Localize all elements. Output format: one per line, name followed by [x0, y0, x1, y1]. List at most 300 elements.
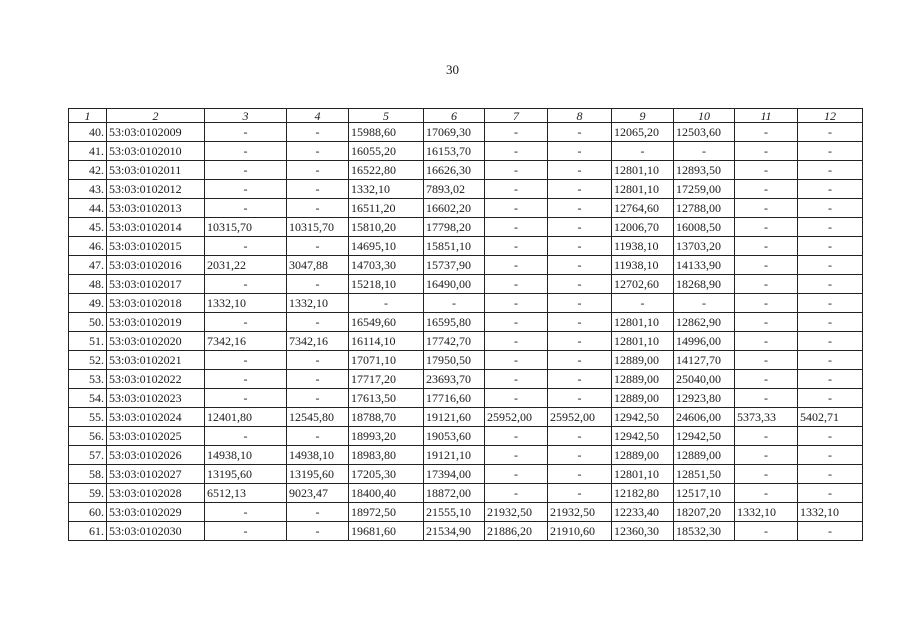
value-cell: - — [205, 389, 287, 408]
value-cell: 12517,10 — [674, 484, 735, 503]
value-cell: - — [287, 123, 349, 142]
value-cell: - — [612, 294, 674, 313]
value-cell: - — [287, 237, 349, 256]
row-index-cell: 57. — [69, 446, 107, 465]
row-index-cell: 47. — [69, 256, 107, 275]
row-index-cell: 44. — [69, 199, 107, 218]
value-cell: - — [735, 370, 798, 389]
value-cell: - — [798, 332, 863, 351]
column-header-6: 6 — [424, 109, 485, 123]
value-cell: 1332,10 — [798, 503, 863, 522]
value-cell: 2031,22 — [205, 256, 287, 275]
value-cell: - — [485, 142, 548, 161]
value-cell: - — [287, 427, 349, 446]
value-cell: 14127,70 — [674, 351, 735, 370]
row-index-cell: 61. — [69, 522, 107, 541]
table-row — [69, 370, 863, 389]
value-cell: 15218,10 — [349, 275, 424, 294]
value-cell: 1332,10 — [205, 294, 287, 313]
value-cell: - — [674, 294, 735, 313]
value-cell: 21910,60 — [548, 522, 612, 541]
table-row — [69, 389, 863, 408]
value-cell: - — [798, 275, 863, 294]
value-cell: 16490,00 — [424, 275, 485, 294]
data-table — [68, 108, 863, 541]
value-cell: - — [548, 256, 612, 275]
value-cell: 16153,70 — [424, 142, 485, 161]
table-row — [69, 142, 863, 161]
value-cell: - — [735, 161, 798, 180]
value-cell: - — [205, 351, 287, 370]
value-cell: - — [548, 142, 612, 161]
table-row — [69, 427, 863, 446]
value-cell: 12065,20 — [612, 123, 674, 142]
value-cell: - — [287, 199, 349, 218]
value-cell: 1332,10 — [349, 180, 424, 199]
value-cell: 12545,80 — [287, 408, 349, 427]
value-cell: 12942,50 — [612, 408, 674, 427]
value-cell: - — [485, 427, 548, 446]
row-index-cell: 42. — [69, 161, 107, 180]
value-cell: - — [735, 218, 798, 237]
value-cell: - — [485, 389, 548, 408]
value-cell: 7893,02 — [424, 180, 485, 199]
value-cell: 18207,20 — [674, 503, 735, 522]
value-cell: 13195,60 — [287, 465, 349, 484]
value-cell: 12893,50 — [674, 161, 735, 180]
header-row — [69, 109, 863, 123]
value-cell: 25952,00 — [548, 408, 612, 427]
value-cell: 21886,20 — [485, 522, 548, 541]
value-cell: - — [735, 294, 798, 313]
value-cell: - — [548, 446, 612, 465]
row-index-cell: 59. — [69, 484, 107, 503]
value-cell: - — [349, 294, 424, 313]
value-cell: - — [735, 522, 798, 541]
value-cell: 14703,30 — [349, 256, 424, 275]
value-cell: 16008,50 — [674, 218, 735, 237]
table-row — [69, 408, 863, 427]
value-cell: - — [287, 161, 349, 180]
value-cell: 19121,10 — [424, 446, 485, 465]
row-index-cell: 40. — [69, 123, 107, 142]
table-row — [69, 275, 863, 294]
value-cell: - — [205, 503, 287, 522]
value-cell: 11938,10 — [612, 237, 674, 256]
column-header-10: 10 — [674, 109, 735, 123]
value-cell: - — [548, 237, 612, 256]
value-cell: - — [735, 332, 798, 351]
value-cell: - — [798, 522, 863, 541]
row-index-cell: 54. — [69, 389, 107, 408]
value-cell: 15851,10 — [424, 237, 485, 256]
value-cell: 17716,60 — [424, 389, 485, 408]
value-cell: 14938,10 — [205, 446, 287, 465]
value-cell: 17259,00 — [674, 180, 735, 199]
row-index-cell: 45. — [69, 218, 107, 237]
value-cell: - — [548, 180, 612, 199]
value-cell: 12851,50 — [674, 465, 735, 484]
value-cell: 21555,10 — [424, 503, 485, 522]
value-cell: - — [798, 484, 863, 503]
value-cell: - — [798, 351, 863, 370]
row-index-cell: 46. — [69, 237, 107, 256]
row-index-cell: 53. — [69, 370, 107, 389]
value-cell: - — [548, 218, 612, 237]
value-cell: 12889,00 — [612, 389, 674, 408]
value-cell: - — [287, 313, 349, 332]
value-cell: 14133,90 — [674, 256, 735, 275]
value-cell: 12889,00 — [612, 370, 674, 389]
value-cell: 12801,10 — [612, 465, 674, 484]
table-row — [69, 484, 863, 503]
value-cell: 17205,30 — [349, 465, 424, 484]
cadastral-number-cell: 53:03:0102020 — [107, 332, 205, 351]
value-cell: - — [735, 142, 798, 161]
value-cell: - — [798, 123, 863, 142]
value-cell: 18872,00 — [424, 484, 485, 503]
value-cell: 16511,20 — [349, 199, 424, 218]
value-cell: 12360,30 — [612, 522, 674, 541]
cadastral-number-cell: 53:03:0102021 — [107, 351, 205, 370]
value-cell: 18993,20 — [349, 427, 424, 446]
value-cell: 12923,80 — [674, 389, 735, 408]
column-header-7: 7 — [485, 109, 548, 123]
value-cell: 18983,80 — [349, 446, 424, 465]
value-cell: - — [485, 294, 548, 313]
value-cell: - — [205, 142, 287, 161]
value-cell: - — [287, 180, 349, 199]
value-cell: - — [735, 180, 798, 199]
value-cell: 25040,00 — [674, 370, 735, 389]
value-cell: 15810,20 — [349, 218, 424, 237]
value-cell: - — [485, 180, 548, 199]
table-row — [69, 199, 863, 218]
value-cell: 17950,50 — [424, 351, 485, 370]
value-cell: 5373,33 — [735, 408, 798, 427]
value-cell: - — [735, 237, 798, 256]
table-body — [69, 123, 863, 541]
value-cell: - — [735, 465, 798, 484]
value-cell: - — [287, 275, 349, 294]
value-cell: - — [548, 427, 612, 446]
row-index-cell: 60. — [69, 503, 107, 522]
value-cell: - — [798, 389, 863, 408]
cadastral-number-cell: 53:03:0102016 — [107, 256, 205, 275]
value-cell: 17717,20 — [349, 370, 424, 389]
value-cell: - — [485, 351, 548, 370]
cadastral-number-cell: 53:03:0102025 — [107, 427, 205, 446]
value-cell: 6512,13 — [205, 484, 287, 503]
value-cell: - — [735, 351, 798, 370]
value-cell: - — [548, 484, 612, 503]
value-cell: - — [674, 142, 735, 161]
value-cell: 16114,10 — [349, 332, 424, 351]
column-header-12: 12 — [798, 109, 863, 123]
value-cell: 7342,16 — [287, 332, 349, 351]
value-cell: 16602,20 — [424, 199, 485, 218]
value-cell: 5402,71 — [798, 408, 863, 427]
value-cell: 17798,20 — [424, 218, 485, 237]
value-cell: 18532,30 — [674, 522, 735, 541]
value-cell: - — [287, 142, 349, 161]
value-cell: - — [548, 351, 612, 370]
value-cell: - — [205, 313, 287, 332]
value-cell: - — [798, 446, 863, 465]
value-cell: 21932,50 — [485, 503, 548, 522]
value-cell: 12702,60 — [612, 275, 674, 294]
value-cell: 17394,00 — [424, 465, 485, 484]
value-cell: - — [798, 161, 863, 180]
value-cell: 12801,10 — [612, 180, 674, 199]
cadastral-number-cell: 53:03:0102011 — [107, 161, 205, 180]
value-cell: - — [798, 142, 863, 161]
value-cell: 25952,00 — [485, 408, 548, 427]
row-index-cell: 50. — [69, 313, 107, 332]
row-index-cell: 49. — [69, 294, 107, 313]
value-cell: 16522,80 — [349, 161, 424, 180]
column-header-8: 8 — [548, 109, 612, 123]
cadastral-number-cell: 53:03:0102027 — [107, 465, 205, 484]
table-row — [69, 465, 863, 484]
value-cell: 12233,40 — [612, 503, 674, 522]
value-cell: - — [485, 218, 548, 237]
value-cell: - — [735, 484, 798, 503]
value-cell: 12182,80 — [612, 484, 674, 503]
column-header-9: 9 — [612, 109, 674, 123]
value-cell: - — [735, 275, 798, 294]
cadastral-number-cell: 53:03:0102012 — [107, 180, 205, 199]
value-cell: 17071,10 — [349, 351, 424, 370]
value-cell: 12942,50 — [674, 427, 735, 446]
value-cell: 19053,60 — [424, 427, 485, 446]
cadastral-number-cell: 53:03:0102015 — [107, 237, 205, 256]
value-cell: 17742,70 — [424, 332, 485, 351]
column-header-3: 3 — [205, 109, 287, 123]
column-header-4: 4 — [287, 109, 349, 123]
value-cell: 10315,70 — [287, 218, 349, 237]
value-cell: - — [485, 446, 548, 465]
row-index-cell: 51. — [69, 332, 107, 351]
column-header-1: 1 — [69, 109, 107, 123]
value-cell: 1332,10 — [735, 503, 798, 522]
value-cell: 12764,60 — [612, 199, 674, 218]
row-index-cell: 52. — [69, 351, 107, 370]
cadastral-number-cell: 53:03:0102026 — [107, 446, 205, 465]
value-cell: 12862,90 — [674, 313, 735, 332]
value-cell: - — [735, 446, 798, 465]
value-cell: 12801,10 — [612, 161, 674, 180]
cadastral-number-cell: 53:03:0102019 — [107, 313, 205, 332]
value-cell: 12503,60 — [674, 123, 735, 142]
value-cell: - — [735, 199, 798, 218]
value-cell: 12889,00 — [612, 351, 674, 370]
column-header-2: 2 — [107, 109, 205, 123]
value-cell: - — [205, 275, 287, 294]
value-cell: 1332,10 — [287, 294, 349, 313]
value-cell: - — [735, 427, 798, 446]
value-cell: 17613,50 — [349, 389, 424, 408]
row-index-cell: 41. — [69, 142, 107, 161]
value-cell: 15737,90 — [424, 256, 485, 275]
value-cell: - — [548, 199, 612, 218]
value-cell: 18972,50 — [349, 503, 424, 522]
value-cell: 12801,10 — [612, 332, 674, 351]
value-cell: - — [485, 275, 548, 294]
value-cell: 13195,60 — [205, 465, 287, 484]
value-cell: 18268,90 — [674, 275, 735, 294]
value-cell: - — [205, 522, 287, 541]
value-cell: - — [424, 294, 485, 313]
value-cell: - — [205, 123, 287, 142]
value-cell: - — [798, 256, 863, 275]
page-number: 30 — [446, 62, 459, 77]
value-cell: - — [612, 142, 674, 161]
value-cell: - — [287, 351, 349, 370]
value-cell: 16626,30 — [424, 161, 485, 180]
table-row — [69, 161, 863, 180]
value-cell: - — [485, 313, 548, 332]
cadastral-number-cell: 53:03:0102022 — [107, 370, 205, 389]
value-cell: - — [485, 256, 548, 275]
value-cell: 18400,40 — [349, 484, 424, 503]
value-cell: 14695,10 — [349, 237, 424, 256]
row-index-cell: 43. — [69, 180, 107, 199]
value-cell: - — [548, 389, 612, 408]
value-cell: 16055,20 — [349, 142, 424, 161]
value-cell: - — [485, 123, 548, 142]
row-index-cell: 56. — [69, 427, 107, 446]
value-cell: - — [485, 161, 548, 180]
cadastral-number-cell: 53:03:0102013 — [107, 199, 205, 218]
table-row — [69, 313, 863, 332]
value-cell: - — [548, 161, 612, 180]
value-cell: - — [798, 427, 863, 446]
cadastral-number-cell: 53:03:0102023 — [107, 389, 205, 408]
value-cell: - — [485, 332, 548, 351]
value-cell: - — [485, 237, 548, 256]
value-cell: - — [485, 370, 548, 389]
value-cell: - — [798, 370, 863, 389]
value-cell: 19681,60 — [349, 522, 424, 541]
value-cell: - — [205, 370, 287, 389]
cadastral-number-cell: 53:03:0102014 — [107, 218, 205, 237]
value-cell: 23693,70 — [424, 370, 485, 389]
column-header-11: 11 — [735, 109, 798, 123]
value-cell: - — [548, 313, 612, 332]
cadastral-number-cell: 53:03:0102029 — [107, 503, 205, 522]
table-row — [69, 256, 863, 275]
cadastral-number-cell: 53:03:0102030 — [107, 522, 205, 541]
value-cell: - — [287, 370, 349, 389]
value-cell: 14938,10 — [287, 446, 349, 465]
row-index-cell: 48. — [69, 275, 107, 294]
column-header-5: 5 — [349, 109, 424, 123]
value-cell: 12889,00 — [674, 446, 735, 465]
table-row — [69, 446, 863, 465]
value-cell: - — [548, 332, 612, 351]
value-cell: 11938,10 — [612, 256, 674, 275]
value-cell: 10315,70 — [205, 218, 287, 237]
value-cell: - — [205, 427, 287, 446]
table-row — [69, 237, 863, 256]
value-cell: - — [735, 256, 798, 275]
value-cell: - — [548, 275, 612, 294]
value-cell: - — [205, 180, 287, 199]
value-cell: 19121,60 — [424, 408, 485, 427]
value-cell: 21932,50 — [548, 503, 612, 522]
value-cell: - — [485, 199, 548, 218]
value-cell: - — [798, 180, 863, 199]
value-cell: - — [548, 370, 612, 389]
cadastral-number-cell: 53:03:0102024 — [107, 408, 205, 427]
value-cell: - — [287, 389, 349, 408]
cadastral-number-cell: 53:03:0102017 — [107, 275, 205, 294]
value-cell: - — [548, 294, 612, 313]
value-cell: - — [735, 389, 798, 408]
table-row — [69, 123, 863, 142]
table-row — [69, 180, 863, 199]
value-cell: - — [798, 199, 863, 218]
value-cell: - — [798, 218, 863, 237]
value-cell: 12788,00 — [674, 199, 735, 218]
table-row — [69, 522, 863, 541]
value-cell: - — [735, 313, 798, 332]
value-cell: - — [798, 237, 863, 256]
row-index-cell: 58. — [69, 465, 107, 484]
table-row — [69, 218, 863, 237]
value-cell: - — [735, 123, 798, 142]
cadastral-number-cell: 53:03:0102010 — [107, 142, 205, 161]
table-row — [69, 503, 863, 522]
value-cell: 7342,16 — [205, 332, 287, 351]
value-cell: - — [798, 313, 863, 332]
value-cell: - — [548, 465, 612, 484]
value-cell: 17069,30 — [424, 123, 485, 142]
table-row — [69, 294, 863, 313]
value-cell: - — [205, 199, 287, 218]
value-cell: 16595,80 — [424, 313, 485, 332]
value-cell: 24606,00 — [674, 408, 735, 427]
table-row — [69, 332, 863, 351]
value-cell: 15988,60 — [349, 123, 424, 142]
value-cell: 9023,47 — [287, 484, 349, 503]
value-cell: - — [485, 484, 548, 503]
value-cell: 18788,70 — [349, 408, 424, 427]
table-row — [69, 351, 863, 370]
value-cell: 14996,00 — [674, 332, 735, 351]
value-cell: 12401,80 — [205, 408, 287, 427]
cadastral-number-cell: 53:03:0102028 — [107, 484, 205, 503]
value-cell: - — [287, 503, 349, 522]
row-index-cell: 55. — [69, 408, 107, 427]
value-cell: - — [205, 161, 287, 180]
value-cell: 13703,20 — [674, 237, 735, 256]
value-cell: - — [548, 123, 612, 142]
value-cell: - — [205, 237, 287, 256]
value-cell: 16549,60 — [349, 313, 424, 332]
value-cell: 21534,90 — [424, 522, 485, 541]
cadastral-number-cell: 53:03:0102018 — [107, 294, 205, 313]
value-cell: - — [485, 465, 548, 484]
value-cell: 3047,88 — [287, 256, 349, 275]
value-cell: - — [287, 522, 349, 541]
value-cell: 12889,00 — [612, 446, 674, 465]
value-cell: 12801,10 — [612, 313, 674, 332]
value-cell: 12942,50 — [612, 427, 674, 446]
value-cell: - — [798, 294, 863, 313]
value-cell: 12006,70 — [612, 218, 674, 237]
